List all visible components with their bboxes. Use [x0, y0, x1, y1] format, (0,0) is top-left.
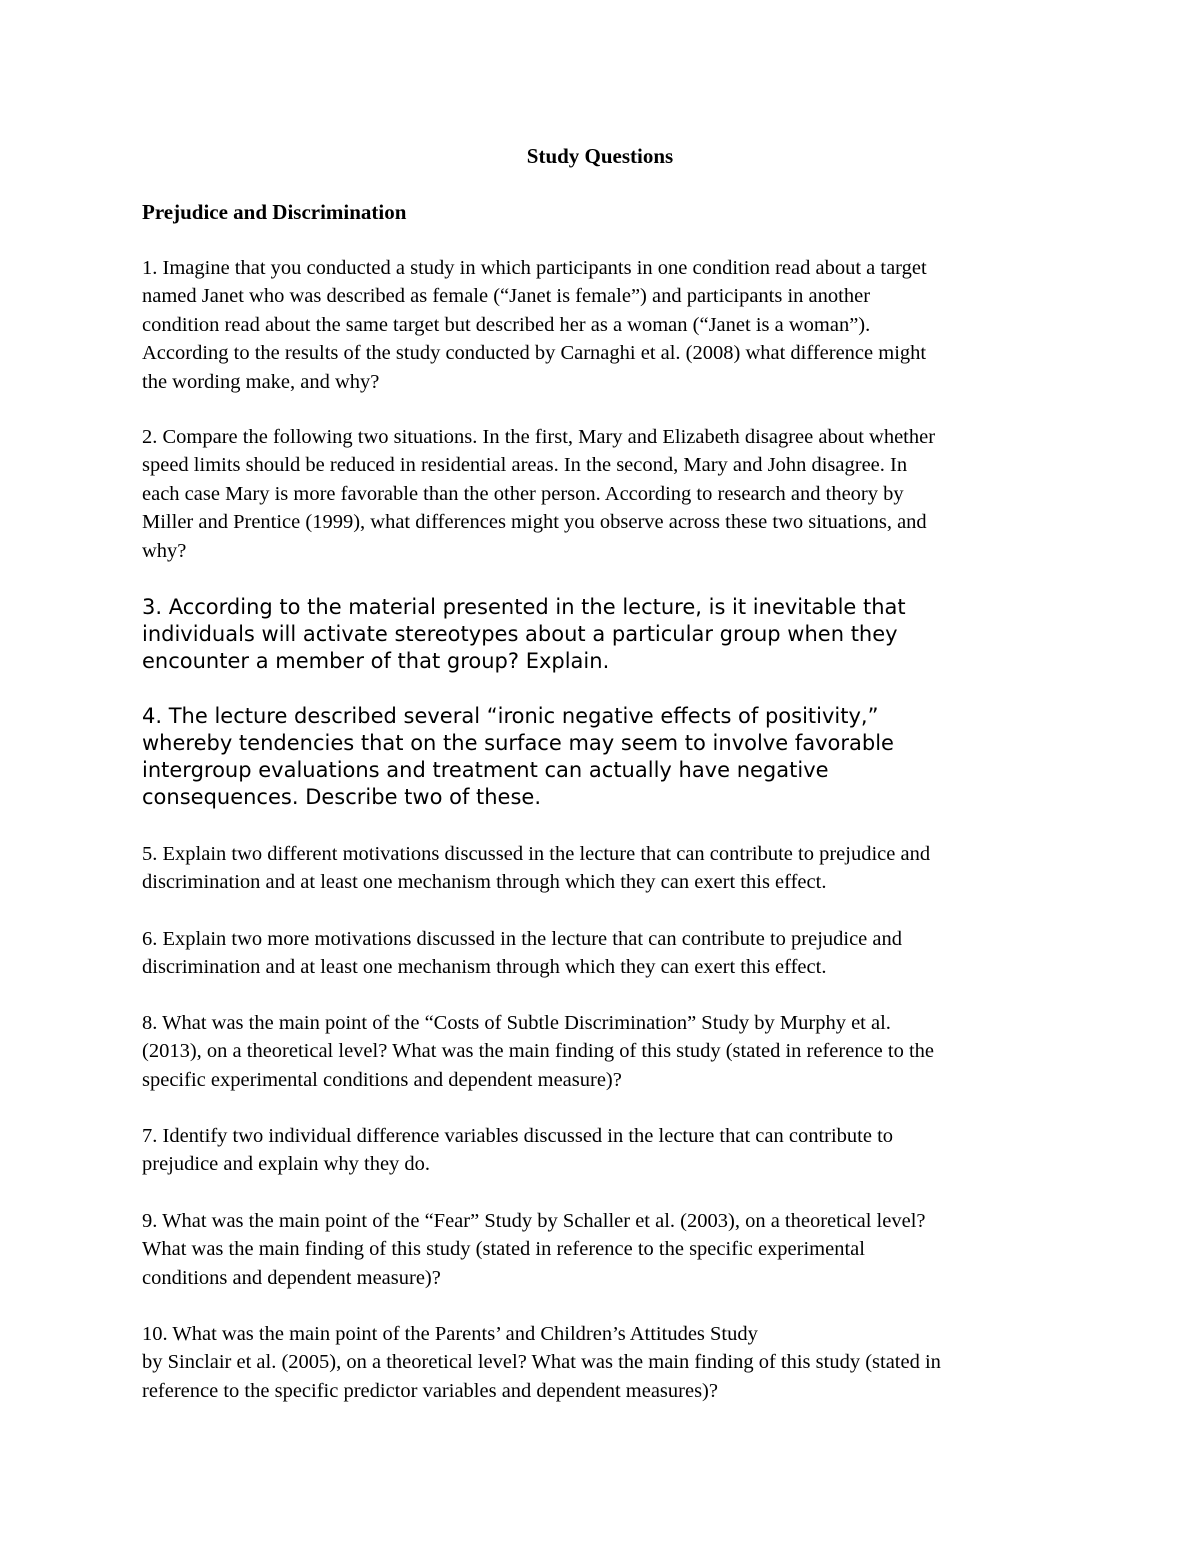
question-7: 7. Identify two individual difference variables discussed in the lecture that can contribute to prejudice and explain why they do. — [142, 1125, 894, 1176]
section-heading: Prejudice and Discrimination — [142, 200, 407, 224]
question-10: 10. What was the main point of the Parents’ and Children’s Attitudes Study by Sinclair et al. (2005), on a theoretical level? What was the main finding of this study (stated in reference to the specific predictor variables and dependent measures)? — [142, 1323, 941, 1402]
question-2: 2. Compare the following two situations. In the first, Mary and Elizabeth disagree about whether speed limits should be reduced in residential areas. In the second, Mary and John disagree. In each case Mary is more favorable than the other person. According to research and theory by Miller and Prentice (1999), what differences might you observe across these two situations, and why? — [142, 426, 936, 562]
question-1: 1. Imagine that you conducted a study in which participants in one condition read about a target named Janet who was described as female (“Janet is female”) and participants in another condition read about the same target but described her as a woman (“Janet is a woman”). According to the results of the study conducted by Carnaghi et al. (2008) what difference might the wording make, and why? — [142, 257, 927, 393]
question-5: 5. Explain two different motivations discussed in the lecture that can contribute to prejudice and discrimination and at least one mechanism through which they can exert this effect. — [142, 843, 931, 894]
page-title: Study Questions — [526, 144, 674, 168]
question-9: 9. What was the main point of the “Fear” Study by Schaller et al. (2003), on a theoretical level? What was the main finding of this study (stated in reference to the specific experimental conditions and dependent measure)? — [142, 1210, 926, 1289]
question-4: 4. The lecture described several “ironic negative effects of positivity,” whereby tendencies that on the surface may seem to involve favorable intergroup evaluations and treatment can actually have negative consequences. Describe two of these. — [142, 704, 894, 809]
question-6: 6. Explain two more motivations discussed in the lecture that can contribute to prejudice and discrimination and at least one mechanism through which they can exert this effect. — [142, 928, 903, 979]
question-8: 8. What was the main point of the “Costs of Subtle Discrimination” Study by Murphy et al. (2013), on a theoretical level? What was the main finding of this study (stated in reference to the specific experimental conditions and dependent measure)? — [142, 1012, 935, 1091]
question-3: 3. According to the material presented in the lecture, is it inevitable that individuals will activate stereotypes about a particular group when they encounter a member of that group? Explain. — [142, 595, 906, 673]
